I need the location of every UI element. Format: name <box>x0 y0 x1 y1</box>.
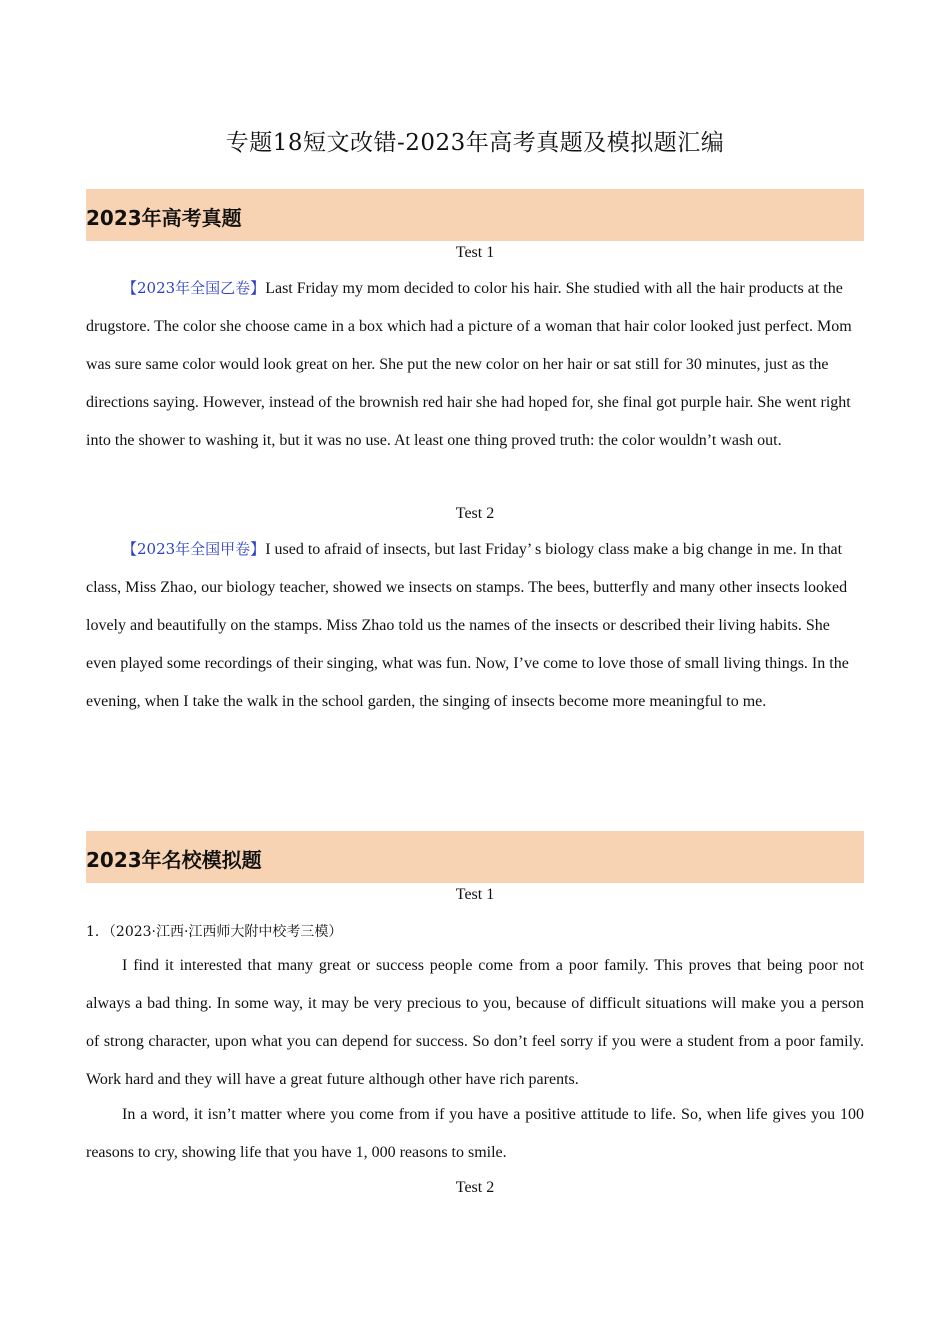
passage-paragraph <box>86 269 864 460</box>
source-tag: 【2023年全国甲卷】 <box>122 540 266 558</box>
section-heading: 2023年高考真题 <box>86 206 242 230</box>
test-label: Test 1 <box>455 886 495 903</box>
passage-paragraph <box>86 530 864 721</box>
test-label: Test 2 <box>455 505 495 522</box>
section-heading: 2023年名校模拟题 <box>86 848 262 872</box>
test-label: Test 2 <box>455 1179 495 1196</box>
question-number-source: 1．（2023·江西·江西师大附中校考三模） <box>86 924 343 940</box>
passage-text: I used to afraid of insects, but last Friday’ s biology class make a big change in me. In that class, Miss Zhao, our biology teacher, showed we insects on stamps. The bees, butterfly and many other insects looked lovely and beautifully on the stamps. Miss Zhao told us the names of the insects or described their living habits. She even played some recordings of their singing, what was fun. Now, I’ve come to love those of small living things. In the evening, when I take the walk in the school garden, the singing of insects become more meaningful to me. <box>86 541 849 710</box>
page-title: 专题18短文改错-2023年高考真题及模拟题汇编 <box>225 130 725 156</box>
section-header-real-exams <box>86 189 864 241</box>
source-tag: 【2023年全国乙卷】 <box>122 279 266 297</box>
section-header-mock-exams <box>86 831 864 883</box>
passage-text: Last Friday my mom decided to color his hair. She studied with all the hair products at the drugstore. The color she choose came in a box which had a picture of a woman that hair color looked just perfect. Mom was sure same color would look great on her. She put the new color on her hair or sat still for 30 minutes, just as the directions saying. However, instead of the brownish red hair she had hoped for, she final got purple hair. She went right into the shower to washing it, but it was no use. At least one thing proved truth: the color wouldn’t wash out. <box>86 280 852 449</box>
test-label: Test 1 <box>455 244 495 261</box>
passage-paragraph: In a word, it isn’t matter where you come from if you have a positive attitude to life. So, when life gives you 100 reasons to cry, showing life that you have 1, 000 reasons to smile. <box>86 1106 864 1161</box>
passage-paragraph: I find it interested that many great or success people come from a poor family. This proves that being poor not always a bad thing. In some way, it may be very precious to you, because of difficult situations will make you a person of strong character, upon what you can depend for success. So don’t feel sorry if you were a student from a poor family. Work hard and they will have a great future although other have rich parents. <box>86 957 864 1088</box>
